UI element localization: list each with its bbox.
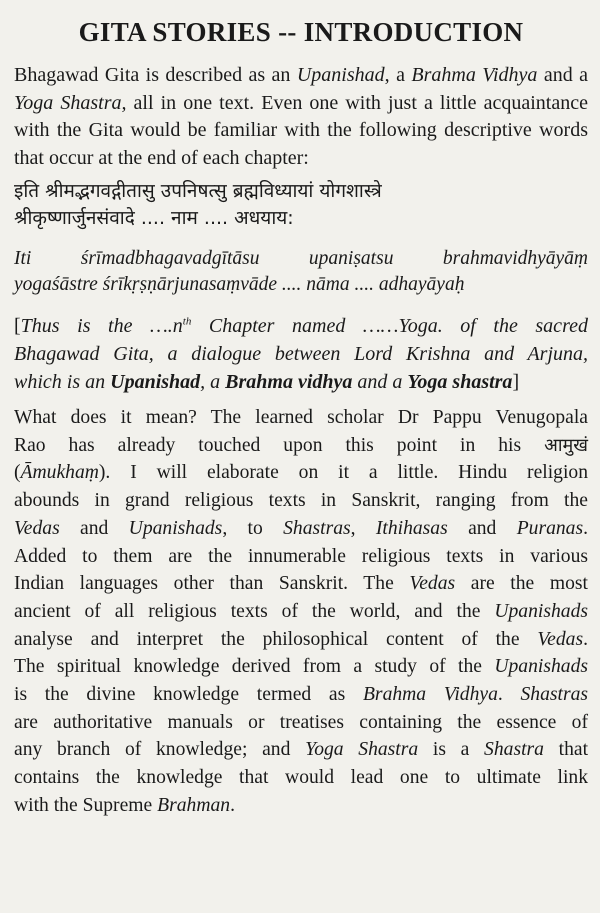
text-run: all in one text. Even one with just a little acquaintance with the Gita would be familiar with the following descriptive words that occur at the end of each chapter: (14, 91, 588, 169)
text-run: Puranas (516, 517, 584, 539)
text-run: with the Supreme (14, 794, 158, 816)
text-run: [ (14, 315, 21, 337)
body-line (14, 626, 588, 654)
text-run: contains the knowledge that would lead one to ultimate link (14, 767, 588, 789)
text-run: and a (352, 371, 408, 393)
text-run: Vedas (14, 517, 60, 539)
body-line (14, 681, 588, 709)
text-run: The spiritual knowledge derived from a study of the (14, 656, 495, 678)
text-run: Shastras (520, 684, 589, 706)
sanskrit-verse (14, 178, 588, 232)
text-run: Upanishad (296, 64, 385, 86)
text-run: Added to them are the innumerable religious texts in various (14, 545, 588, 567)
body-line (14, 792, 588, 820)
text-run: , (350, 517, 376, 539)
body-line (14, 570, 588, 598)
text-run: any branch of knowledge; and (14, 739, 306, 761)
text-run: , a (200, 371, 226, 393)
text-run: and (447, 517, 517, 539)
text-run: Brahma Vidhya (362, 684, 498, 706)
translation-paragraph (14, 312, 588, 396)
text-run: ). I will elaborate on it a little. Hindu religion (98, 462, 588, 484)
text-run: ( (14, 462, 21, 484)
text-run: Chapter named ……Yoga. of the sacred (191, 315, 588, 337)
text-run: Upanishad (110, 371, 201, 393)
translation-line (14, 312, 588, 340)
body-line (14, 515, 588, 543)
transliteration (14, 246, 588, 298)
text-run: which is an (14, 371, 111, 393)
text-run: abounds in grand religious texts in Sanskrit, ranging from the (14, 490, 588, 512)
text-run: Yoga Shastra (305, 739, 419, 761)
body-line (14, 432, 588, 460)
text-run: Indian languages other than Sanskrit. The (14, 573, 410, 595)
text-run: . (497, 684, 521, 706)
sanskrit-line: इति श्रीमद्भगवद्गीतासु उपनिषत्सु ब्रह्मविध्यायां योगशास्त्रे (14, 180, 382, 202)
text-run: is the divine knowledge termed as (14, 684, 363, 706)
text-run: and a (537, 64, 588, 86)
text-run: Bhagawad Gita, a dialogue between Lord Krishna and Arjuna, (14, 343, 588, 365)
text-run: Shastras (283, 517, 351, 539)
transliteration-line: yogaśāstre śrīkṛṣṇārjunasaṃvāde .... nāma .... adhayāyaḥ (14, 274, 465, 295)
body-line (14, 543, 588, 571)
text-run: . (230, 794, 235, 816)
translation-line (14, 340, 588, 368)
text-run: Upanishads (128, 517, 223, 539)
text-run: Brahman (157, 794, 231, 816)
text-run: . (583, 517, 589, 539)
text-run: , to (222, 517, 284, 539)
body-line (14, 487, 588, 515)
text-run: Vedas (537, 628, 584, 650)
text-run: Vedas (409, 573, 456, 595)
text-run: are authoritative manuals or treatises containing the essence of (14, 711, 588, 733)
text-run: Upanishads (494, 656, 588, 678)
text-run: and (59, 517, 129, 539)
text-run: are the most (455, 573, 588, 595)
text-run: Āmukhaṃ (20, 462, 99, 484)
body-line (14, 598, 588, 626)
text-run: Rao has already touched upon this point in his (14, 434, 545, 456)
intro-paragraph (14, 62, 588, 172)
text-run: ] (512, 371, 520, 393)
text-run: is a (418, 739, 485, 761)
sanskrit-line: श्रीकृष्णार्जुनसंवादे .... नाम .... अधयाय: (14, 207, 294, 229)
page-title: GITA STORIES -- INTRODUCTION (78, 17, 524, 47)
text-run: analyse and interpret the philosophical content of the (14, 628, 538, 650)
text-run: ancient of all religious texts of the world, and the (14, 600, 495, 622)
body-line (14, 736, 588, 764)
devanagari-word: आमुखं (544, 434, 588, 456)
body-line (14, 459, 588, 487)
text-run: that (543, 739, 589, 761)
text-run: Yoga Shastra, (14, 91, 127, 114)
text-run: Bhagawad Gita is described as an (14, 64, 297, 86)
text-run: Shastra (484, 739, 544, 761)
text-run: Brahma vidhya (225, 371, 353, 393)
text-run: What does it mean? The learned scholar Dr Pappu Venugopala (14, 407, 588, 428)
translation-line (14, 368, 588, 396)
text-run: Brahma Vidhya (411, 64, 538, 86)
text-run: Thus is the ….n (20, 315, 183, 337)
text-run: . (583, 628, 588, 650)
body-line (14, 709, 588, 737)
body-line (14, 404, 588, 432)
transliteration-line: Iti śrīmadbhagavadgītāsu upaniṣatsu brahmavidhyāyāṃ (14, 248, 588, 269)
text-run: , a (384, 64, 412, 86)
body-line (14, 764, 588, 792)
text-run: Ithihasas (375, 517, 448, 539)
text-run: th (182, 315, 192, 328)
explanation-paragraph (14, 404, 588, 820)
body-line (14, 653, 588, 681)
text-run: Yoga shastra (407, 371, 513, 393)
text-run: Upanishads (494, 600, 588, 622)
